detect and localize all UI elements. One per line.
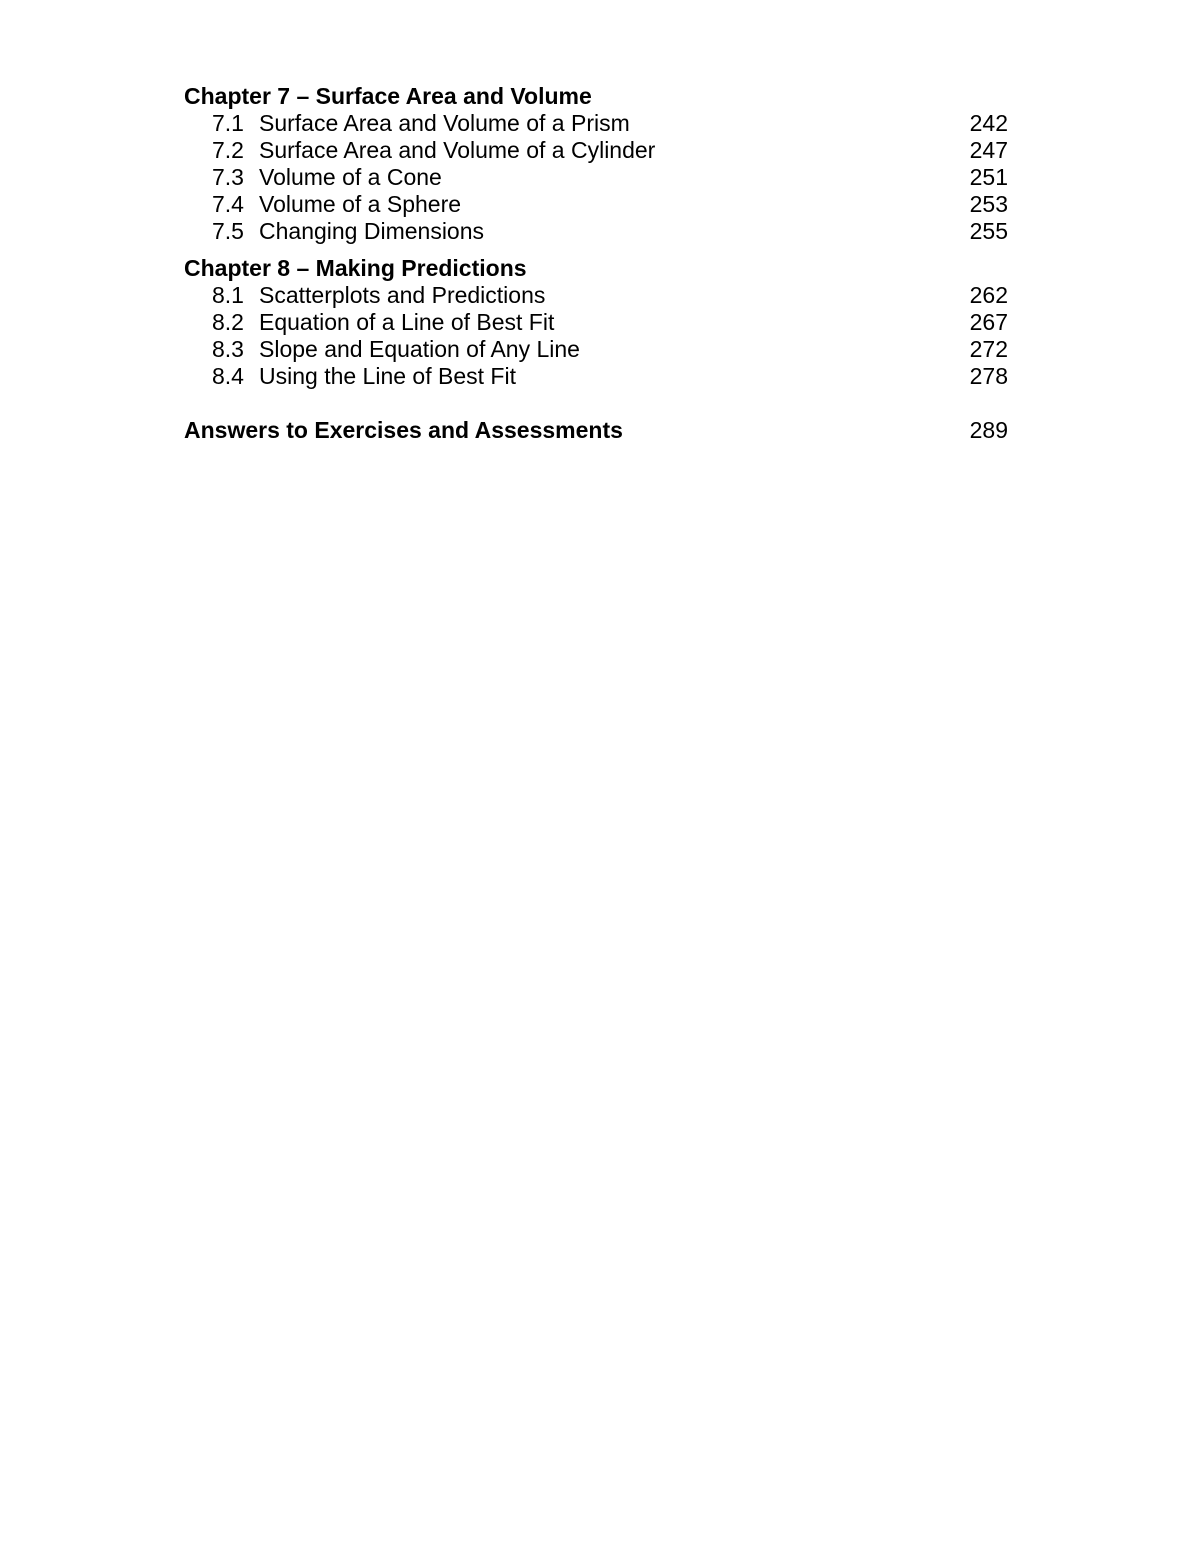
chapter-title: Chapter 7 – Surface Area and Volume: [184, 83, 592, 109]
toc-entry: [184, 218, 1010, 245]
section-number: 8.1: [212, 282, 244, 308]
section-number: 7.1: [212, 110, 244, 136]
answers-title: Answers to Exercises and Assessments: [184, 417, 623, 443]
section-title: Surface Area and Volume of a Cylinder: [259, 137, 656, 163]
section-number: 8.2: [212, 309, 244, 335]
section-title: Volume of a Cone: [259, 164, 442, 190]
table-of-contents: [184, 82, 1010, 444]
section-title: Surface Area and Volume of a Prism: [259, 110, 630, 136]
section-page: 253: [969, 191, 1008, 217]
section-number: 7.3: [212, 164, 244, 190]
section-page: 242: [969, 110, 1008, 136]
toc-entry: [184, 363, 1010, 390]
section-page: 247: [969, 137, 1008, 163]
section-number: 8.4: [212, 363, 244, 389]
toc-entry: [184, 336, 1010, 363]
toc-entry: [184, 191, 1010, 218]
answers-entry: [184, 416, 1010, 444]
toc-entry: [184, 282, 1010, 309]
answers-page: 289: [969, 417, 1008, 443]
section-title: Changing Dimensions: [259, 218, 485, 244]
section-page: 251: [969, 164, 1008, 190]
section-page: 267: [969, 309, 1008, 335]
section-page: 262: [969, 282, 1008, 308]
chapter-8: [184, 254, 1010, 390]
section-number: 7.4: [212, 191, 244, 217]
chapter-title: Chapter 8 – Making Predictions: [184, 255, 527, 281]
section-title: Scatterplots and Predictions: [259, 282, 546, 308]
section-title: Slope and Equation of Any Line: [259, 336, 580, 362]
section-title: Equation of a Line of Best Fit: [259, 309, 555, 335]
section-title: Volume of a Sphere: [259, 191, 462, 217]
section-number: 8.3: [212, 336, 244, 362]
chapter-7: [184, 82, 1010, 245]
toc-entry: [184, 164, 1010, 191]
section-page: 272: [969, 336, 1008, 362]
toc-entry: [184, 110, 1010, 137]
section-number: 7.2: [212, 137, 244, 163]
section-page: 255: [969, 218, 1008, 244]
toc-entry: [184, 309, 1010, 336]
section-page: 278: [969, 363, 1008, 389]
section-number: 7.5: [212, 218, 244, 244]
section-title: Using the Line of Best Fit: [259, 363, 516, 389]
toc-entry: [184, 137, 1010, 164]
